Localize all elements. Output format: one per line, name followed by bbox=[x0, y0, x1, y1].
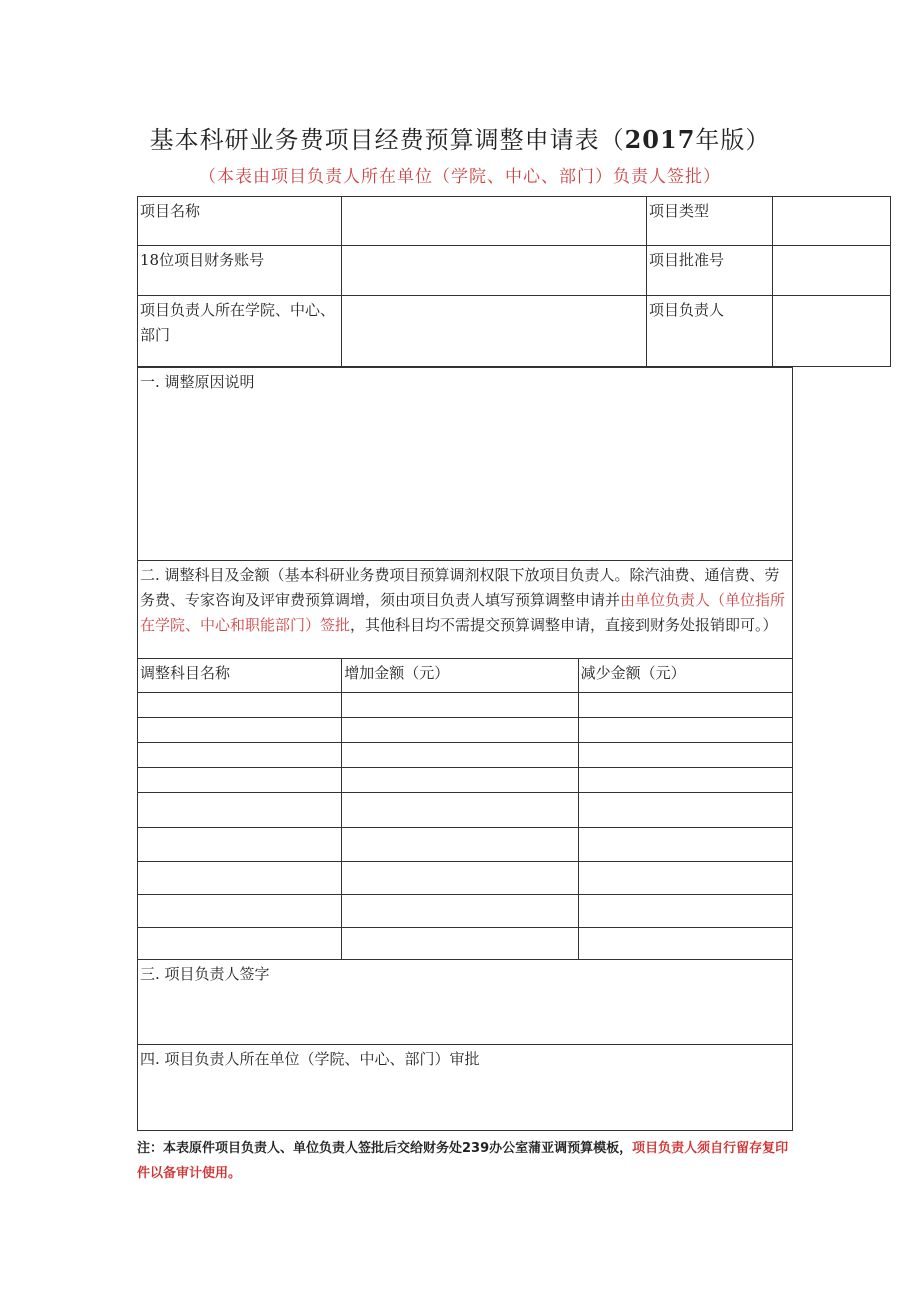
subject-cell[interactable] bbox=[138, 793, 342, 828]
subject-cell[interactable] bbox=[138, 862, 342, 895]
project-type-label: 项目类型 bbox=[647, 197, 773, 246]
leader-signature-section[interactable] bbox=[138, 960, 793, 1045]
footnote: 注：本表原件项目负责人、单位负责人签批后交给财务处239办公室蒲亚调预算模板，项目负责人须自行留存复印件以备审计使用。 bbox=[137, 1141, 789, 1181]
increase-cell[interactable] bbox=[342, 693, 578, 718]
unit-label: 项目负责人所在学院、中心、部门 bbox=[138, 296, 342, 367]
header-decrease-amount: 减少金额（元） bbox=[578, 659, 792, 693]
header-increase-amount: 增加金额（元） bbox=[342, 659, 578, 693]
account-label: 18位项目财务账号 bbox=[138, 246, 342, 296]
subject-cell[interactable] bbox=[138, 928, 342, 960]
increase-cell[interactable] bbox=[342, 928, 578, 960]
decrease-cell[interactable] bbox=[578, 768, 792, 793]
subject-cell[interactable] bbox=[138, 768, 342, 793]
leader-label: 项目负责人 bbox=[647, 296, 773, 367]
page-title: 基本科研业务费项目经费预算调整申请表（2017年版） bbox=[149, 125, 771, 154]
adjustment-description: 二. 调整科目及金额（基本科研业务费项目预算调剂权限下放项目负责人。除汽油费、通信费、劳务费、专家咨询及评审费预算调增，须由项目负责人填写预算调整申请并由单位负责人（单位指所在学院、中心和职能部门）签批，其他科目均不需提交预算调整申请，直接到财务处报销即可。） bbox=[138, 561, 793, 659]
decrease-cell[interactable] bbox=[578, 895, 792, 928]
subject-cell[interactable] bbox=[138, 743, 342, 768]
leader-signature-title: 三. 项目负责人签字 bbox=[140, 965, 270, 983]
increase-cell[interactable] bbox=[342, 828, 578, 862]
subject-cell[interactable] bbox=[138, 718, 342, 743]
header-subject-name: 调整科目名称 bbox=[138, 659, 342, 693]
increase-cell[interactable] bbox=[342, 743, 578, 768]
increase-cell[interactable] bbox=[342, 895, 578, 928]
unit-approval-section[interactable] bbox=[138, 1045, 793, 1131]
reason-section-title: 一. 调整原因说明 bbox=[140, 373, 255, 391]
account-field[interactable] bbox=[342, 246, 647, 296]
decrease-cell[interactable] bbox=[578, 828, 792, 862]
project-type-field[interactable] bbox=[773, 197, 891, 246]
decrease-cell[interactable] bbox=[578, 743, 792, 768]
subject-cell[interactable] bbox=[138, 895, 342, 928]
page-subtitle: （本表由项目负责人所在单位（学院、中心、部门）负责人签批） bbox=[199, 167, 721, 187]
budget-adjustment-form bbox=[137, 196, 891, 367]
project-name-field[interactable] bbox=[342, 197, 647, 246]
increase-cell[interactable] bbox=[342, 768, 578, 793]
reason-section[interactable] bbox=[138, 368, 793, 561]
decrease-cell[interactable] bbox=[578, 718, 792, 743]
decrease-cell[interactable] bbox=[578, 793, 792, 828]
sections-table bbox=[137, 367, 793, 1131]
decrease-cell[interactable] bbox=[578, 693, 792, 718]
approval-no-field[interactable] bbox=[773, 246, 891, 296]
decrease-cell[interactable] bbox=[578, 928, 792, 960]
subject-cell[interactable] bbox=[138, 693, 342, 718]
decrease-cell[interactable] bbox=[578, 862, 792, 895]
subject-cell[interactable] bbox=[138, 828, 342, 862]
approval-no-label: 项目批准号 bbox=[647, 246, 773, 296]
increase-cell[interactable] bbox=[342, 862, 578, 895]
leader-field[interactable] bbox=[773, 296, 891, 367]
unit-field[interactable] bbox=[342, 296, 647, 367]
increase-cell[interactable] bbox=[342, 793, 578, 828]
increase-cell[interactable] bbox=[342, 718, 578, 743]
project-name-label: 项目名称 bbox=[138, 197, 342, 246]
unit-approval-title: 四. 项目负责人所在单位（学院、中心、部门）审批 bbox=[140, 1050, 480, 1068]
